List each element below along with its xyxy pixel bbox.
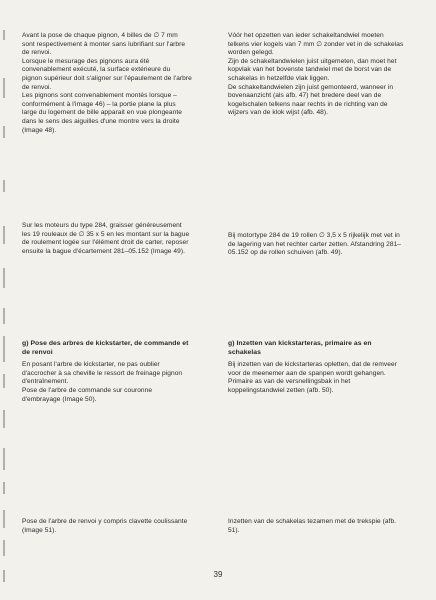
- paragraph: De schakeltandwielen zijn juist gemonteerd, wanneer in bovenaanzicht (als afb. 47) het bredere deel van de kogelschalen telkens naar rechts in de richting van de wijzers van de klok wijst (afb. 48).: [228, 83, 394, 117]
- dutch-block-2: [228, 232, 406, 258]
- binding-margin-marks: [3, 30, 11, 590]
- paragraph: Les pignons sont convenablement montés lorsque – conformément à l'image 46) – la portie plane la plus large du logement de bille apparait en vue plongeante dans le sens des aiguilles d'une montre vers la droite (Image 48).: [22, 92, 182, 134]
- page-number: 39: [213, 570, 223, 579]
- paragraph: Bij inzetten van de kickstarteras opletten, dat de remveer voor de meenemer aan de spanpen wordt gehangen.: [228, 361, 397, 377]
- paragraph: Pose de l'arbre de commande sur couronne d'embrayage (Image 50).: [22, 386, 153, 403]
- dutch-section-g: [228, 340, 406, 396]
- paragraph: Sur les moteurs du type 284, graisser généreusement les 19 rouleaux de ∅ 35 x 5 en les montant sur la bague de roulement logée sur l'élément droit de carter, reposer ensuite la bague d'écartement 281–05.152 (Image 49).: [22, 222, 190, 255]
- section-heading: g) Pose des arbres de kickstarter, de commande et de renvoi: [22, 340, 189, 356]
- dutch-block-1: [228, 32, 406, 118]
- paragraph: En posant l'arbre de kickstarter, ne pas oublier d'accrocher à sa cheville le ressort de freinage pignon d'entraînement.: [22, 361, 183, 386]
- paragraph: Primaire as van de versnellingsbak in het koppelingstandwiel zetten (afb. 50).: [228, 378, 351, 394]
- paragraph: Vóór het opzetten van ieder schakeltandwiel moeten telkens vier kogels van 7 mm ∅ zonder vet in de schakelas worden gelegd.: [228, 32, 404, 57]
- paragraph: Lorsque le mesurage des pignons aura été convenablement exécuté, la surface extérieure du pignon supérieur doit s'aligner sur l'épaulement de l'arbre de renvoi.: [22, 57, 192, 91]
- french-block-2: [22, 222, 192, 256]
- paragraph: Inzetten van de schakelas tezamen met de trekspie (afb. 51).: [228, 518, 397, 534]
- section-heading: g) Inzetten van kickstarteras, primaire as en schakelas: [228, 340, 372, 356]
- paragraph: Pose de l'arbre de renvoi y compris clavette coulissante (Image 51).: [22, 518, 188, 534]
- dutch-block-4: [228, 518, 406, 535]
- paragraph: Avant la pose de chaque pignon, 4 billes de ∅ 7 mm sont respectivement à monter sans lubrifiant sur l'arbre de renvoi.: [22, 32, 186, 57]
- paragraph: Zijn de schakeltandwielen juist uitgemeten, dan moet het kopvlak van het bovenste tandwiel met de borst van de schakelas in hetzelfde vlak liggen.: [228, 57, 397, 82]
- french-block-1: [22, 32, 192, 135]
- paragraph: Bij motortype 284 de 19 rollen ∅ 3,5 x 5 rijkelijk met vet in de lagering van het rechter carter zetten. Afstandring 281–05.152 op de rollen schuiven (afb. 49).: [228, 232, 402, 257]
- french-section-g: [22, 340, 192, 404]
- french-block-4: [22, 518, 192, 535]
